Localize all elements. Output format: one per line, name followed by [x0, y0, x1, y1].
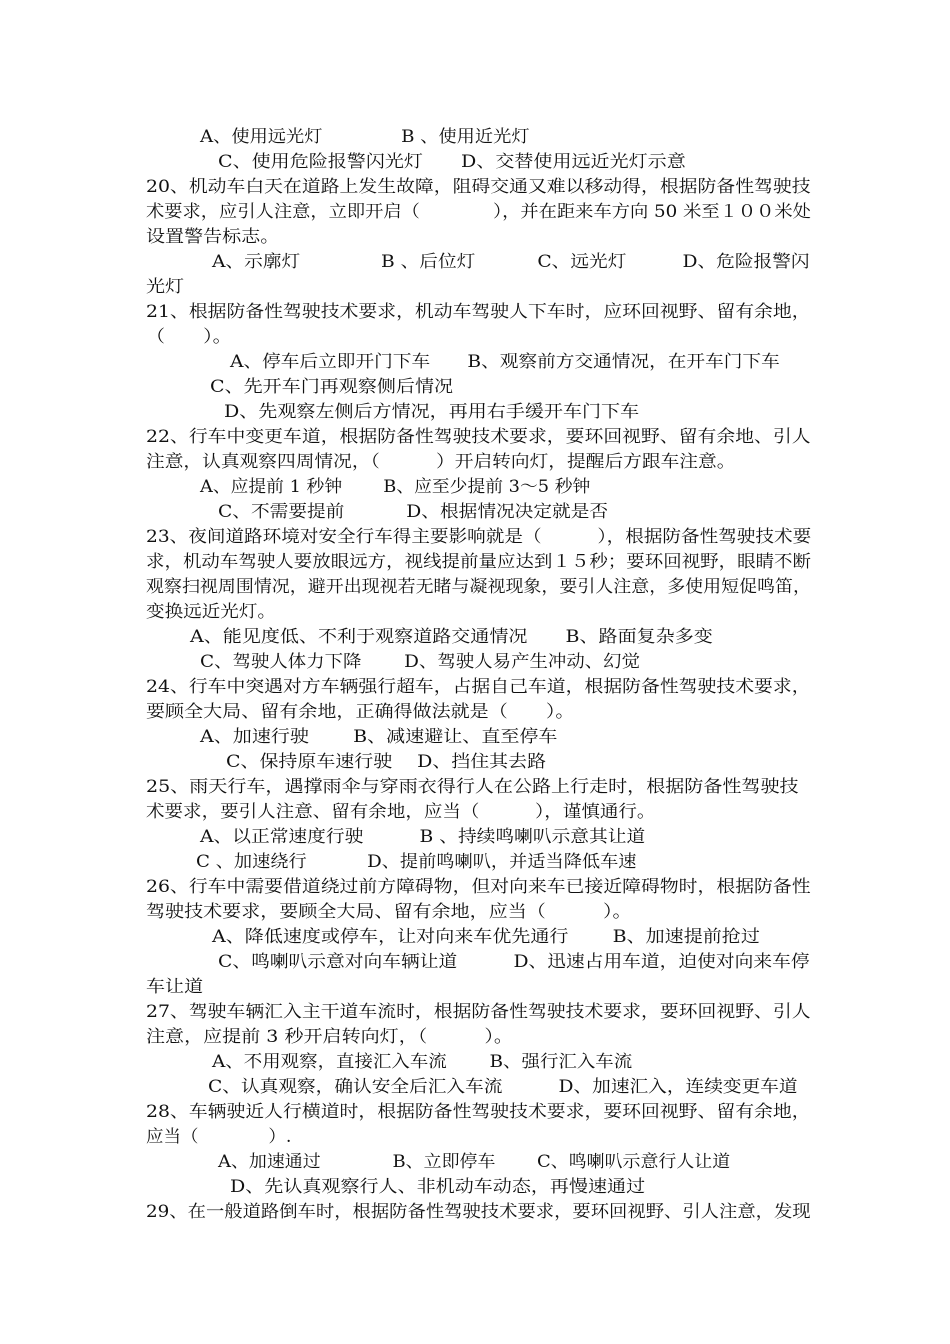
text-line: 24、行车中突遇对方车辆强行超车，占据自己车道，根据防备性驾驶技术要求， — [146, 677, 811, 697]
text-line: 求，机动车驾驶人要放眼远方，视线提前量应达到１５秒；要环回视野，眼睛不断 — [146, 552, 811, 572]
text-line: （ ）。 — [146, 327, 232, 347]
text-line: A、示廓灯 B 、后位灯 C、远光灯 D、危险报警闪 — [212, 252, 810, 272]
text-line: C、驾驶人体力下降 D、驾驶人易产生冲动、幻觉 — [200, 652, 641, 672]
text-line: 应当（ ）. — [146, 1127, 292, 1147]
text-line: A、加速通过 B、立即停车 C、鸣喇叭示意行人让道 — [218, 1152, 731, 1172]
text-line: C、先开车门再观察侧后情况 — [210, 377, 454, 397]
text-line: 27、驾驶车辆汇入主干道车流时，根据防备性驾驶技术要求，要环回视野、引人 — [146, 1002, 811, 1022]
text-line: D、先观察左侧后方情况，再用右手缓开车门下车 — [224, 402, 640, 422]
text-line: 21、根据防备性驾驶技术要求，机动车驾驶人下车时，应环回视野、留有余地， — [146, 302, 811, 322]
text-line: 设置警告标志。 — [146, 227, 280, 247]
text-line: A、以正常速度行驶 B 、持续鸣喇叭示意其让道 — [200, 827, 646, 847]
text-line: A、降低速度或停车，让对向来车优先通行 B、加速提前抢过 — [212, 927, 760, 947]
text-line: A、能见度低、不利于观察道路交通情况 B、路面复杂多变 — [190, 627, 713, 647]
text-line: 术要求，要引人注意、留有余地，应当（ ），谨慎通行。 — [146, 802, 656, 822]
text-line: 注意，认真观察四周情况，（ ）开启转向灯，提醒后方跟车注意。 — [146, 452, 736, 472]
text-line: A、应提前 1 秒钟 B、应至少提前 3～5 秒钟 — [200, 477, 591, 497]
text-line: C 、加速绕行 D、提前鸣喇叭，并适当降低车速 — [196, 852, 637, 872]
text-line: 22、行车中变更车道，根据防备性驾驶技术要求，要环回视野、留有余地、引人 — [146, 427, 811, 447]
text-line: 20、机动车白天在道路上发生故障，阻碍交通又难以移动得，根据防备性驾驶技 — [146, 177, 811, 197]
text-line: 26、行车中需要借道绕过前方障碍物，但对向来车已接近障碍物时，根据防备性 — [146, 877, 811, 897]
text-line: 29、在一般道路倒车时，根据防备性驾驶技术要求，要环回视野、引人注意，发现 — [146, 1202, 811, 1222]
text-line: A、停车后立即开门下车 B、观察前方交通情况，在开车门下车 — [230, 352, 780, 372]
text-line: 23、夜间道路环境对安全行车得主要影响就是（ ），根据防备性驾驶技术要 — [146, 527, 812, 547]
text-line: C、不需要提前 D、根据情况决定就是否 — [218, 502, 609, 522]
text-line: D、先认真观察行人、非机动车动态，再慢速通过 — [230, 1177, 646, 1197]
text-line: C、保持原车速行驶 D、挡住其去路 — [226, 752, 547, 772]
text-line: 光灯 — [146, 277, 185, 297]
text-line: 28、车辆驶近人行横道时，根据防备性驾驶技术要求，要环回视野、留有余地， — [146, 1102, 811, 1122]
text-line: A、加速行驶 B、减速避让、直至停车 — [200, 727, 558, 747]
text-line: 观察扫视周围情况，避开出现视若无睹与凝视现象，要引人注意，多使用短促鸣笛， — [146, 577, 811, 597]
text-line: A、不用观察，直接汇入车流 B、强行汇入车流 — [212, 1052, 633, 1072]
text-line: A、使用远光灯 B 、使用近光灯 — [200, 127, 530, 147]
text-line: 车让道 — [146, 977, 204, 997]
text-line: C、鸣喇叭示意对向车辆让道 D、迅速占用车道，迫使对向来车停 — [218, 952, 810, 972]
text-line: 注意，应提前 3 秒开启转向灯，（ ）。 — [146, 1027, 513, 1047]
text-line: C、使用危险报警闪光灯 D、交替使用远近光灯示意 — [218, 152, 686, 172]
text-line: 术要求，应引人注意，立即开启（ ），并在距来车方向 50 米至１００米处 — [146, 202, 811, 222]
text-line: C、认真观察，确认安全后汇入车流 D、加速汇入，连续变更车道 — [208, 1077, 798, 1097]
text-line: 要顾全大局、留有余地，正确得做法就是（ ）。 — [146, 702, 575, 722]
text-line: 变换远近光灯。 — [146, 602, 276, 622]
text-line: 25、雨天行车，遇撑雨伞与穿雨衣得行人在公路上行走时，根据防备性驾驶技 — [146, 777, 799, 797]
text-line: 驾驶技术要求，要顾全大局、留有余地，应当（ ）。 — [146, 902, 632, 922]
